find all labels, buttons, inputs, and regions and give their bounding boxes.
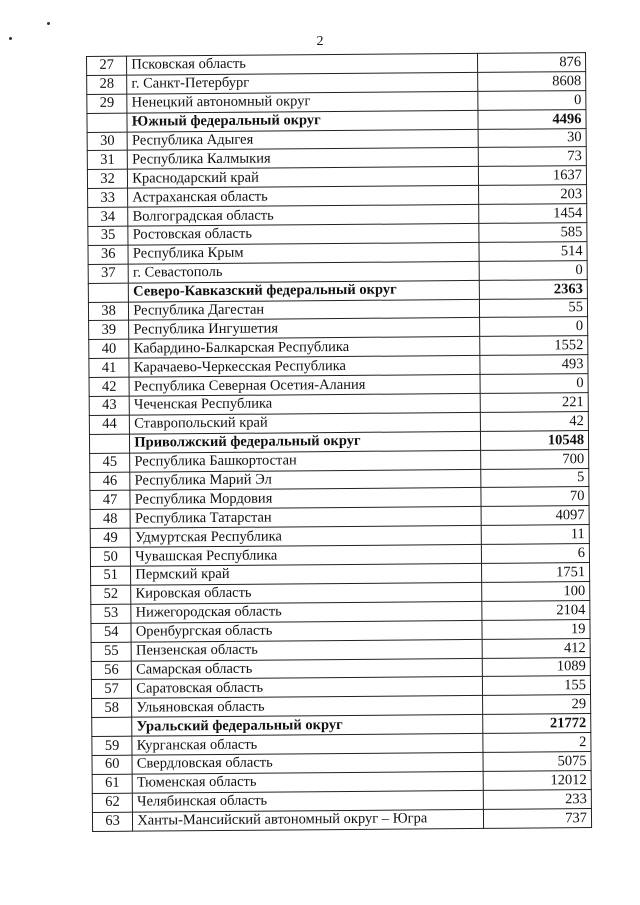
region-value: 1454 bbox=[478, 204, 587, 224]
row-number: 57 bbox=[91, 680, 131, 699]
region-value: 1637 bbox=[478, 166, 587, 186]
row-number: 34 bbox=[88, 207, 128, 226]
row-number: 44 bbox=[89, 415, 129, 434]
row-number: 35 bbox=[88, 226, 128, 245]
region-value: 412 bbox=[482, 638, 591, 658]
row-number: 50 bbox=[90, 547, 130, 566]
region-name: Республика Ингушетия bbox=[129, 318, 479, 340]
row-number: 32 bbox=[87, 170, 127, 189]
regions-table-body bbox=[87, 53, 592, 831]
region-name: Республика Башкортостан bbox=[130, 450, 480, 472]
row-number: 62 bbox=[92, 793, 132, 812]
region-value: 0 bbox=[479, 260, 588, 280]
region-name: Южный федеральный округ bbox=[127, 110, 477, 132]
region-value: 876 bbox=[477, 53, 586, 73]
row-number: 43 bbox=[89, 396, 129, 415]
row-number: 31 bbox=[87, 151, 127, 170]
region-name: Пензенская область bbox=[131, 639, 481, 661]
region-value: 55 bbox=[479, 298, 588, 318]
row-number: 41 bbox=[89, 358, 129, 377]
region-name: Республика Адыгея bbox=[127, 129, 477, 151]
region-name: Республика Крым bbox=[128, 242, 478, 264]
row-number: 49 bbox=[90, 528, 130, 547]
region-name: Республика Калмыкия bbox=[128, 148, 478, 170]
row-number: 60 bbox=[92, 755, 132, 774]
region-value: 2 bbox=[482, 733, 591, 753]
row-number: 48 bbox=[90, 510, 130, 529]
row-number: 38 bbox=[88, 302, 128, 321]
region-value: 11 bbox=[481, 525, 590, 545]
row-number: 61 bbox=[92, 774, 132, 793]
region-name: Приволжский федеральный округ bbox=[130, 431, 480, 453]
region-name: Краснодарский край bbox=[128, 167, 478, 189]
row-number: 54 bbox=[91, 623, 131, 642]
region-value: 737 bbox=[483, 808, 592, 828]
region-value: 4097 bbox=[481, 506, 590, 526]
row-number: 51 bbox=[91, 566, 131, 585]
region-name: Чеченская Республика bbox=[129, 393, 479, 415]
row-number: 63 bbox=[92, 812, 132, 831]
region-name: Республика Дагестан bbox=[129, 299, 479, 321]
region-name: г. Севастополь bbox=[128, 261, 478, 283]
region-name: Псковская область bbox=[127, 53, 477, 75]
region-value: 5 bbox=[480, 468, 589, 488]
region-name: Астраханская область bbox=[128, 186, 478, 208]
region-value: 155 bbox=[482, 676, 591, 696]
row-number: 27 bbox=[87, 56, 127, 75]
region-name: Саратовская область bbox=[132, 677, 482, 699]
region-name: Пермский край bbox=[131, 563, 481, 585]
row-number: 28 bbox=[87, 75, 127, 94]
row-number bbox=[92, 717, 132, 736]
row-number: 53 bbox=[91, 604, 131, 623]
row-number: 40 bbox=[89, 340, 129, 359]
row-number bbox=[88, 283, 128, 302]
row-number: 37 bbox=[88, 264, 128, 283]
region-name: Самарская область bbox=[132, 658, 482, 680]
region-name: Волгоградская область bbox=[128, 205, 478, 227]
region-name: Кировская область bbox=[131, 582, 481, 604]
region-value: 10548 bbox=[480, 430, 589, 450]
region-value: 493 bbox=[479, 355, 588, 375]
region-name: Чувашская Республика bbox=[131, 545, 481, 567]
region-name: Ставропольский край bbox=[130, 412, 480, 434]
region-name: Ненецкий автономный округ bbox=[127, 91, 477, 113]
region-value: 0 bbox=[477, 90, 586, 110]
region-value: 1552 bbox=[479, 336, 588, 356]
row-number: 36 bbox=[88, 245, 128, 264]
region-value: 221 bbox=[480, 393, 589, 413]
region-value: 5075 bbox=[482, 752, 591, 772]
table-row bbox=[92, 808, 591, 831]
scan-speck bbox=[9, 37, 12, 40]
region-name: Северо-Кавказский федеральный округ bbox=[129, 280, 479, 302]
region-value: 29 bbox=[482, 695, 591, 715]
row-number bbox=[89, 434, 129, 453]
region-value: 1089 bbox=[482, 657, 591, 677]
region-value: 700 bbox=[480, 449, 589, 469]
row-number: 59 bbox=[92, 736, 132, 755]
region-value: 42 bbox=[480, 411, 589, 431]
region-value: 0 bbox=[480, 374, 589, 394]
row-number bbox=[87, 113, 127, 132]
region-name: Нижегородская область bbox=[131, 601, 481, 623]
region-value: 19 bbox=[481, 619, 590, 639]
row-number: 45 bbox=[90, 453, 130, 472]
region-name: Оренбургская область bbox=[131, 620, 481, 642]
page-number: 2 bbox=[316, 34, 324, 49]
row-number: 33 bbox=[88, 188, 128, 207]
scan-speck bbox=[47, 22, 50, 25]
region-value: 585 bbox=[478, 223, 587, 243]
region-name: Ханты-Мансийский автономный округ – Югра bbox=[133, 809, 483, 831]
region-name: Республика Марий Эл bbox=[130, 469, 480, 491]
region-name: Кабардино-Балкарская Республика bbox=[129, 337, 479, 359]
region-value: 233 bbox=[483, 789, 592, 809]
region-name: Свердловская область bbox=[132, 752, 482, 774]
row-number: 56 bbox=[91, 661, 131, 680]
region-value: 12012 bbox=[483, 770, 592, 790]
row-number: 42 bbox=[89, 377, 129, 396]
region-name: Ростовская область bbox=[128, 223, 478, 245]
region-name: Тюменская область bbox=[132, 771, 482, 793]
region-name: Уральский федеральный округ bbox=[132, 715, 482, 737]
region-value: 73 bbox=[478, 147, 587, 167]
region-value: 0 bbox=[479, 317, 588, 337]
region-name: Республика Северная Осетия-Алания bbox=[129, 375, 479, 397]
region-name: г. Санкт-Петербург bbox=[127, 72, 477, 94]
region-value: 4496 bbox=[477, 109, 586, 129]
region-name: Курганская область bbox=[132, 733, 482, 755]
row-number: 52 bbox=[91, 585, 131, 604]
region-value: 1751 bbox=[481, 563, 590, 583]
row-number: 29 bbox=[87, 94, 127, 113]
row-number: 47 bbox=[90, 491, 130, 510]
regions-table bbox=[86, 52, 592, 831]
region-value: 8608 bbox=[477, 71, 586, 91]
region-value: 6 bbox=[481, 544, 590, 564]
region-name: Челябинская область bbox=[133, 790, 483, 812]
region-value: 203 bbox=[478, 185, 587, 205]
region-value: 100 bbox=[481, 581, 590, 601]
row-number: 55 bbox=[91, 642, 131, 661]
row-number: 58 bbox=[92, 698, 132, 717]
region-name: Ульяновская область bbox=[132, 696, 482, 718]
region-name: Карачаево-Черкесская Республика bbox=[129, 356, 479, 378]
region-value: 2104 bbox=[481, 600, 590, 620]
region-value: 2363 bbox=[479, 279, 588, 299]
region-value: 514 bbox=[478, 241, 587, 261]
region-name: Республика Татарстан bbox=[130, 507, 480, 529]
row-number: 46 bbox=[90, 472, 130, 491]
row-number: 39 bbox=[89, 321, 129, 340]
row-number: 30 bbox=[87, 132, 127, 151]
region-name: Удмуртская Республика bbox=[130, 526, 480, 548]
region-value: 21772 bbox=[482, 714, 591, 734]
region-name: Республика Мордовия bbox=[130, 488, 480, 510]
region-value: 30 bbox=[478, 128, 587, 148]
region-value: 70 bbox=[480, 487, 589, 507]
